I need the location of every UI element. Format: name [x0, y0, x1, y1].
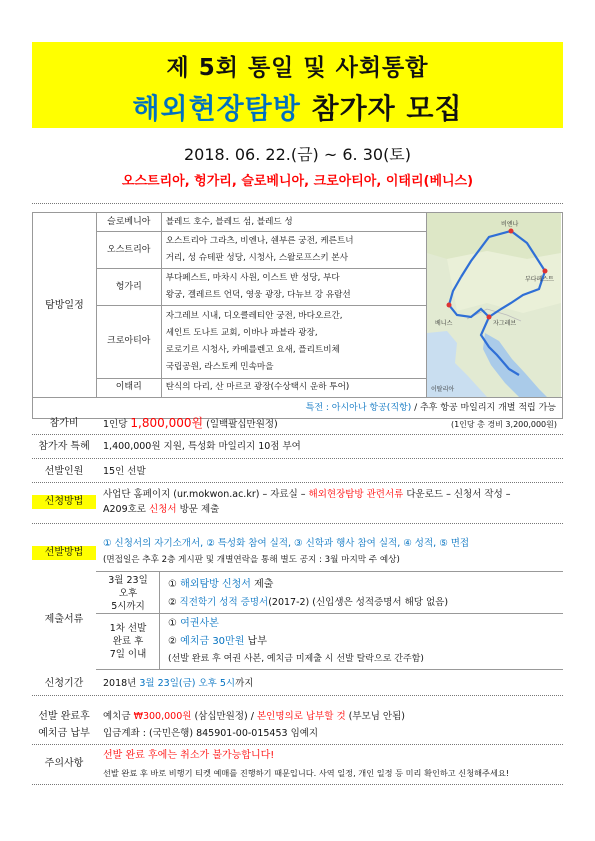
- divider: [32, 695, 563, 696]
- text-part: 3월 23일(금) 오후 5시: [139, 678, 236, 689]
- selection-count-label: 선발인원: [44, 466, 84, 477]
- period-label: 신청기간: [44, 678, 84, 689]
- text-part: 해외현장탐방 관련서류: [308, 489, 404, 500]
- deadline-line: 5시까지: [111, 601, 145, 612]
- map-image: [427, 213, 561, 397]
- place-line: 탄식의 다리, 산 마르코 광장(수상택시 운하 투어): [165, 382, 350, 393]
- place-line: 부다페스트, 마차시 사원, 이스트 반 성당, 부다: [165, 273, 340, 284]
- text-part: ₩300,000원: [133, 711, 192, 722]
- text-part: (부모님 안됨): [345, 711, 405, 722]
- selection-count-value: 15인 선발: [103, 466, 146, 477]
- text-part: 예치금 30만원: [180, 636, 245, 647]
- text-part: ②: [168, 636, 181, 647]
- title-rest: 참가자 모집: [311, 92, 463, 125]
- text-part: 직전학기 성적 증명서: [179, 597, 269, 608]
- apply-method-line-1: [103, 488, 511, 502]
- deadline-line: 7일 이내: [109, 649, 147, 660]
- document-note: (선발 완료 후 여권 사본, 예치금 미제출 시 선발 탈락으로 간주함): [168, 654, 424, 664]
- place-line: 자그레브 시내, 디오클레티안 궁전, 바다오르간,: [165, 310, 343, 321]
- fee-prefix: 1인당: [103, 419, 131, 430]
- text-part: ①: [168, 579, 181, 590]
- map-label: 베니스: [434, 320, 453, 327]
- text-part: ①: [168, 618, 181, 629]
- event-date: 2018. 06. 22.(금) ~ 6. 30(토): [183, 145, 412, 164]
- document-item: [168, 635, 267, 649]
- place-line: 왕궁, 겔레르트 언덕, 영웅 광장, 다뉴브 강 유람선: [165, 290, 351, 301]
- title-line-2: [32, 87, 563, 127]
- text-part: 2018년: [103, 678, 140, 689]
- places-cell: [161, 232, 426, 269]
- benefit-value: 1,400,000원 지원, 특성화 마일리지 10점 부여: [103, 441, 301, 452]
- route-map: [426, 213, 562, 398]
- divider: [96, 669, 563, 670]
- divider: [32, 523, 563, 524]
- text-part: (삼십만원정) /: [191, 711, 257, 722]
- divider: [32, 458, 563, 459]
- deadline-line: 오후: [118, 588, 138, 599]
- apply-method-line-2: [103, 503, 219, 517]
- document-item: [168, 596, 448, 610]
- text-part: 여권사본: [180, 618, 219, 629]
- map-label: 이탈리아: [430, 386, 455, 393]
- divider: [32, 784, 563, 785]
- divider: [32, 434, 563, 435]
- places-cell: [161, 378, 426, 397]
- divider: [32, 203, 563, 204]
- deposit-line-1: [103, 710, 405, 724]
- note-rest: / 추후 항공 마일리지 개별 적립 가능: [411, 403, 556, 413]
- divider: [32, 482, 563, 483]
- deadline-line: 완료 후: [112, 636, 144, 647]
- divider: [96, 571, 563, 572]
- documents-label: 제출서류: [44, 614, 84, 625]
- country-cell: 오스트리아: [96, 232, 161, 269]
- map-label: 부다페스트: [524, 276, 554, 283]
- caution-label: 주의사항: [44, 758, 84, 769]
- benefit-label: 참가자 특혜: [38, 441, 90, 452]
- deposit-label-2: 예치금 납부: [38, 728, 90, 739]
- text-part: 납부: [244, 636, 267, 647]
- note-highlight: 아시아나 항공(직항): [331, 403, 412, 413]
- fee-value: [103, 416, 278, 432]
- text-part: 사업단 홈페이지 (ur.mokwon.ac.kr) – 자료실 –: [103, 489, 309, 500]
- deposit-label-1: 선발 완료후: [38, 711, 90, 722]
- places-cell: [161, 213, 426, 232]
- place-line: 블레드 호수, 블레드 섬, 블레드 성: [165, 216, 293, 227]
- divider: [159, 571, 160, 669]
- places-cell: [161, 269, 426, 306]
- text-part: 다운로드 – 신청서 작성 –: [403, 489, 511, 500]
- selection-method-label: 선발방법: [32, 546, 96, 560]
- document-item: [168, 617, 219, 631]
- country-list: 오스트리아, 헝가리, 슬로베니아, 크로아티아, 이태리(베니스): [121, 174, 474, 189]
- title-line-1: 제 5회 통일 및 사회통합: [166, 55, 429, 81]
- text-part: A209호로: [103, 504, 150, 515]
- text-part: 방문 제출: [176, 504, 220, 515]
- fee-amount: 1,800,000원: [130, 416, 204, 430]
- fee-suffix: (일백팔십만원정): [203, 419, 278, 430]
- selection-method-line-1: ① 신청서의 자기소개서, ② 특성화 참여 실적, ③ 신학과 행사 참여 실적, ④ 성적, ⑤ 면접: [103, 538, 470, 549]
- text-part: ②: [168, 597, 180, 608]
- map-label: 자그레브: [492, 320, 517, 327]
- documents-deadline-1: [100, 574, 156, 613]
- text-part: 까지: [235, 678, 254, 689]
- documents-deadline-2: [100, 622, 156, 661]
- selection-method-line-2: (면접일은 추후 2층 게시판 및 개별연락을 통해 별도 공지 : 3월 마지막 주 예상): [103, 555, 400, 565]
- fee-label: 참가비: [49, 418, 79, 429]
- apply-method-label: 신청방법: [32, 495, 96, 509]
- text-part: (2017-2) (신입생은 성적증명서 해당 없음): [268, 597, 449, 608]
- place-line: 세인트 도나트 교회, 이바나 파블라 광장,: [165, 327, 318, 338]
- caution-line-1: 선발 완료 후에는 취소가 불가능합니다!: [103, 750, 275, 761]
- deadline-line: 3월 23일: [108, 575, 148, 586]
- text-part: 본인명의로 납부할 것: [256, 711, 346, 722]
- divider: [32, 744, 563, 745]
- deposit-line-2: 입금계좌 : (국민은행) 845901-00-015453 임예지: [103, 728, 319, 739]
- text-part: 예치금: [103, 711, 134, 722]
- note-prefix: 특전 :: [305, 403, 332, 413]
- place-line: 국립공원, 라스토케 민속마을: [165, 361, 274, 372]
- place-line: 거리, 성 슈테판 성당, 시청사, 스왈로프스키 본사: [165, 253, 349, 264]
- itinerary-label: 탐방일정: [33, 213, 97, 398]
- deadline-line: 1차 선발: [109, 623, 147, 634]
- places-cell: [161, 306, 426, 379]
- title-banner: [32, 42, 563, 128]
- caution-line-2: 선발 완료 후 바로 비행기 티켓 예매를 진행하기 때문입니다. 사역 일정, 개인 일정 등 미리 확인하고 신청해주세요!: [103, 768, 510, 778]
- text-part: 제출: [250, 579, 274, 590]
- period-value: [103, 677, 253, 691]
- document-item: [168, 578, 273, 592]
- place-line: 로로기르 시청사, 카메를렌고 요새, 플리트비체: [165, 344, 340, 355]
- country-cell: 헝가리: [96, 269, 161, 306]
- title-highlight: 해외현장탐방: [132, 92, 301, 125]
- country-cell: 이태리: [96, 378, 161, 397]
- text-part: 해외탐방 신청서: [180, 579, 251, 590]
- map-label: 비엔나: [500, 221, 519, 228]
- place-line: 오스트리아 그라츠, 비엔나, 쉔부른 궁전, 케른트너: [165, 236, 354, 247]
- country-cell: 슬로베니아: [96, 213, 161, 232]
- divider: [96, 613, 563, 614]
- fee-total: (1인당 총 경비 3,200,000원): [450, 420, 557, 429]
- country-cell: 크로아티아: [96, 306, 161, 379]
- text-part: 신청서: [149, 504, 177, 515]
- itinerary-table: [32, 212, 563, 419]
